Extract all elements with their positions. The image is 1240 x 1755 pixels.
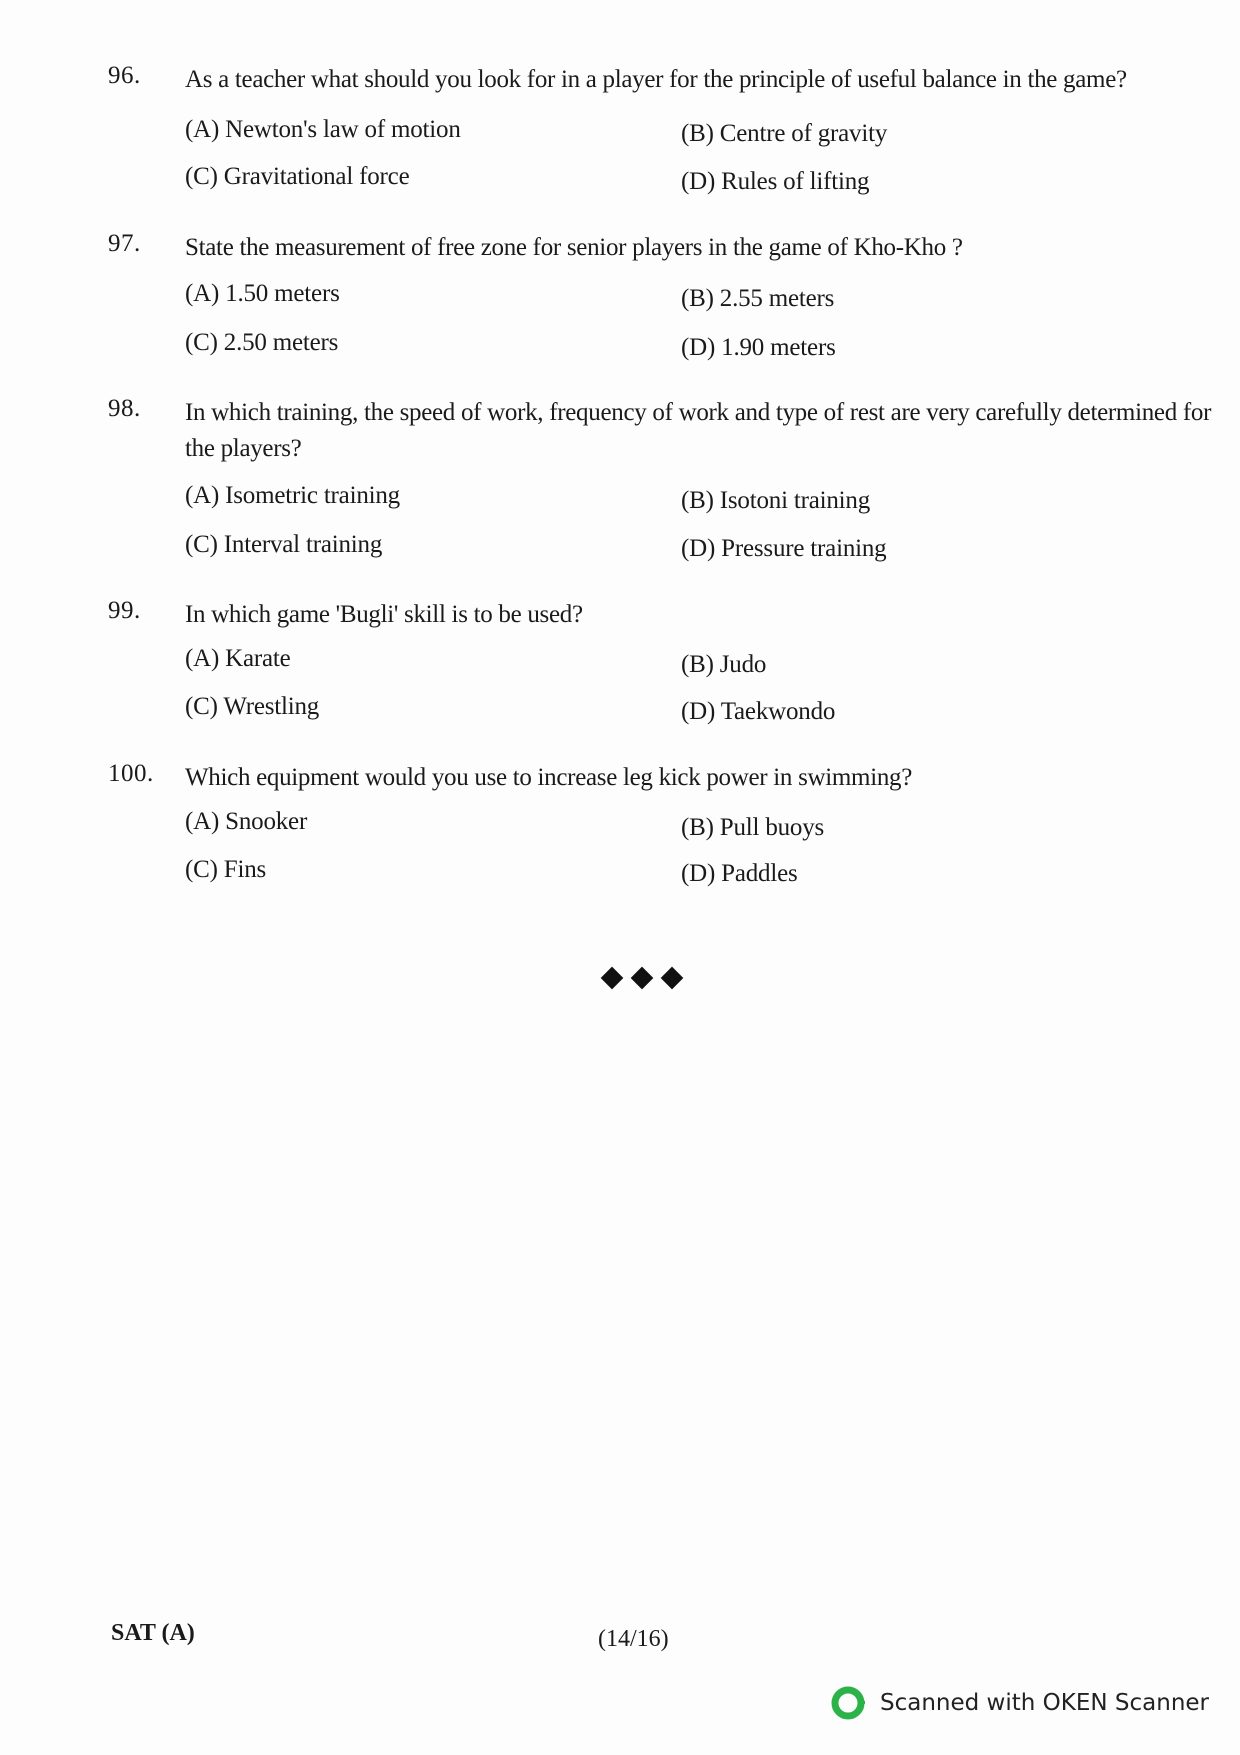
question-number: 99. (108, 597, 141, 624)
scanner-watermark (830, 1683, 1209, 1723)
option-a: (A) Isometric training (185, 482, 400, 509)
option-c: (C) Interval training (185, 531, 383, 558)
option-d: (D) Paddles (681, 860, 798, 887)
question-text: In which training, the speed of work, frequency of work and type of rest are very carefully determined for the players? (185, 399, 1212, 462)
question-text: Which equipment would you use to increase leg kick power in swimming? (185, 764, 913, 791)
option-d: (D) Rules of lifting (681, 168, 870, 195)
option-d: (D) 1.90 meters (681, 334, 836, 361)
scanner-text: Scanned with OKEN Scanner (880, 1690, 1209, 1716)
question-text: In which game 'Bugli' skill is to be used? (185, 601, 583, 628)
end-marks (600, 966, 684, 990)
diamond-icon (601, 967, 624, 990)
question-text: State the measurement of free zone for senior players in the game of Kho-Kho ? (185, 234, 963, 261)
paper-code: SAT (A) (111, 1620, 195, 1646)
option-b: (B) 2.55 meters (681, 285, 835, 312)
option-c: (C) 2.50 meters (185, 329, 339, 356)
option-c: (C) Fins (185, 856, 267, 883)
diamond-icon (661, 967, 684, 990)
page-number: (14/16) (598, 1626, 669, 1652)
diamond-icon (631, 967, 654, 990)
option-b: (B) Isotoni training (681, 487, 871, 514)
option-a: (A) Newton's law of motion (185, 116, 461, 143)
question-number: 97. (108, 230, 141, 257)
option-d: (D) Taekwondo (681, 698, 836, 725)
oken-logo-icon (830, 1683, 870, 1723)
question-number: 100. (108, 760, 154, 787)
question-text: As a teacher what should you look for in a player for the principle of useful balance in the game? (185, 66, 1127, 93)
question-number: 96. (108, 62, 141, 89)
option-b: (B) Judo (681, 651, 767, 678)
option-a: (A) Karate (185, 645, 291, 672)
option-b: (B) Pull buoys (681, 814, 825, 841)
option-a: (A) Snooker (185, 808, 308, 835)
question-number: 98. (108, 395, 141, 422)
option-d: (D) Pressure training (681, 535, 887, 562)
option-c: (C) Wrestling (185, 693, 320, 720)
option-a: (A) 1.50 meters (185, 280, 340, 307)
option-b: (B) Centre of gravity (681, 120, 888, 147)
option-c: (C) Gravitational force (185, 163, 410, 190)
